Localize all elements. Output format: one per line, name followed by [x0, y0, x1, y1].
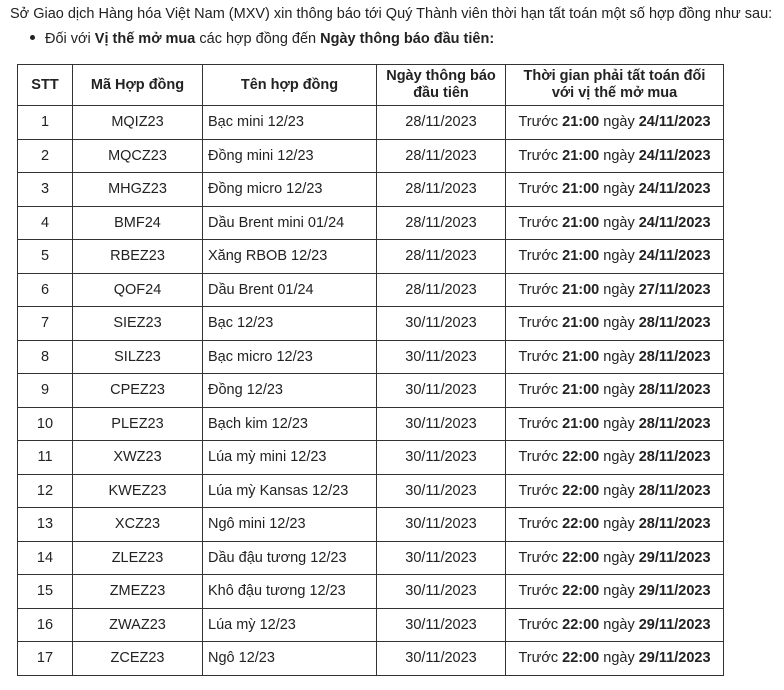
cell-stt: 7 — [18, 307, 73, 341]
header-contract-name: Tên hợp đồng — [203, 65, 377, 106]
deadline-date: 28/11/2023 — [638, 415, 711, 432]
table-row — [18, 441, 724, 475]
table-row — [18, 407, 724, 441]
deadline-date: 29/11/2023 — [638, 650, 711, 667]
cell-contract-name: Lúa mỳ Kansas 12/23 — [203, 474, 377, 508]
deadline-date: 29/11/2023 — [638, 583, 711, 600]
cell-contract-name: Dầu Brent 01/24 — [203, 273, 377, 307]
deadline-before-word: Trước — [518, 382, 559, 399]
deadline-before-word: Trước — [518, 114, 559, 131]
deadline-time: 22:00 — [562, 583, 600, 600]
cell-stt: 15 — [18, 575, 73, 609]
cell-first-notice-day: 30/11/2023 — [377, 642, 506, 676]
table-row — [18, 106, 724, 140]
cell-first-notice-day: 30/11/2023 — [377, 474, 506, 508]
deadline-day-word: ngày — [603, 583, 635, 600]
cell-contract-name: Khô đậu tương 12/23 — [203, 575, 377, 609]
cell-contract-code: ZLEZ23 — [73, 541, 203, 575]
cell-stt: 12 — [18, 474, 73, 508]
cell-contract-code: QOF24 — [73, 273, 203, 307]
deadline-before-word: Trước — [518, 248, 559, 265]
cell-contract-name: Dầu Brent mini 01/24 — [203, 206, 377, 240]
deadline-time: 22:00 — [562, 616, 600, 633]
cell-first-notice-day: 28/11/2023 — [377, 273, 506, 307]
cell-settlement-deadline — [506, 307, 724, 341]
cell-contract-code: PLEZ23 — [73, 407, 203, 441]
bullet-middle: các hợp đồng đến — [195, 31, 321, 47]
deadline-day-word: ngày — [603, 650, 635, 667]
deadline-day-word: ngày — [603, 482, 635, 499]
table-row — [18, 139, 724, 173]
cell-first-notice-day: 30/11/2023 — [377, 374, 506, 408]
table-row — [18, 340, 724, 374]
header-notice-line2: đầu tiên — [413, 85, 469, 101]
cell-contract-name: Lúa mỳ mini 12/23 — [203, 441, 377, 475]
cell-settlement-deadline — [506, 139, 724, 173]
cell-contract-code: XCZ23 — [73, 508, 203, 542]
cell-first-notice-day: 28/11/2023 — [377, 206, 506, 240]
deadline-time: 21:00 — [562, 281, 600, 298]
header-settlement-deadline — [506, 65, 724, 106]
table-row — [18, 642, 724, 676]
header-deadline-line1: Thời gian phải tất toán đối — [523, 68, 706, 84]
bullet-item — [30, 30, 494, 48]
deadline-date: 27/11/2023 — [638, 281, 711, 298]
cell-contract-code: XWZ23 — [73, 441, 203, 475]
cell-first-notice-day: 30/11/2023 — [377, 407, 506, 441]
cell-settlement-deadline — [506, 642, 724, 676]
cell-contract-name: Bạc mini 12/23 — [203, 106, 377, 140]
table-row — [18, 206, 724, 240]
cell-contract-code: MQIZ23 — [73, 106, 203, 140]
cell-contract-name: Bạc micro 12/23 — [203, 340, 377, 374]
deadline-day-word: ngày — [603, 147, 635, 164]
cell-stt: 9 — [18, 374, 73, 408]
table-header-row — [18, 65, 724, 106]
deadline-time: 21:00 — [562, 214, 600, 231]
cell-first-notice-day: 28/11/2023 — [377, 106, 506, 140]
deadline-before-word: Trước — [518, 482, 559, 499]
deadline-time: 21:00 — [562, 147, 600, 164]
bullet-bold-notice-day: Ngày thông báo đầu tiên: — [320, 31, 495, 47]
deadline-date: 28/11/2023 — [638, 449, 711, 466]
cell-settlement-deadline — [506, 541, 724, 575]
cell-stt: 13 — [18, 508, 73, 542]
cell-stt: 5 — [18, 240, 73, 274]
cell-contract-code: ZCEZ23 — [73, 642, 203, 676]
deadline-before-word: Trước — [518, 214, 559, 231]
deadline-date: 24/11/2023 — [638, 214, 711, 231]
cell-first-notice-day: 28/11/2023 — [377, 139, 506, 173]
deadline-day-word: ngày — [603, 348, 635, 365]
cell-settlement-deadline — [506, 374, 724, 408]
deadline-time: 21:00 — [562, 315, 600, 332]
deadline-time: 21:00 — [562, 382, 600, 399]
cell-stt: 14 — [18, 541, 73, 575]
cell-contract-code: SILZ23 — [73, 340, 203, 374]
table-row — [18, 541, 724, 575]
deadline-day-word: ngày — [603, 248, 635, 265]
cell-stt: 17 — [18, 642, 73, 676]
cell-stt: 8 — [18, 340, 73, 374]
deadline-date: 28/11/2023 — [638, 382, 711, 399]
table-row — [18, 474, 724, 508]
deadline-day-word: ngày — [603, 315, 635, 332]
deadline-day-word: ngày — [603, 549, 635, 566]
cell-contract-code: KWEZ23 — [73, 474, 203, 508]
cell-stt: 2 — [18, 139, 73, 173]
deadline-time: 22:00 — [562, 650, 600, 667]
cell-first-notice-day: 28/11/2023 — [377, 240, 506, 274]
cell-contract-code: MQCZ23 — [73, 139, 203, 173]
cell-stt: 16 — [18, 608, 73, 642]
deadline-date: 24/11/2023 — [638, 248, 711, 265]
cell-settlement-deadline — [506, 441, 724, 475]
deadline-time: 21:00 — [562, 181, 600, 198]
cell-settlement-deadline — [506, 273, 724, 307]
cell-first-notice-day: 30/11/2023 — [377, 608, 506, 642]
cell-contract-name: Dầu đậu tương 12/23 — [203, 541, 377, 575]
deadline-time: 21:00 — [562, 248, 600, 265]
cell-contract-name: Đồng 12/23 — [203, 374, 377, 408]
cell-stt: 6 — [18, 273, 73, 307]
deadline-day-word: ngày — [603, 281, 635, 298]
deadline-time: 22:00 — [562, 549, 600, 566]
cell-first-notice-day: 30/11/2023 — [377, 575, 506, 609]
cell-first-notice-day: 30/11/2023 — [377, 307, 506, 341]
deadline-date: 28/11/2023 — [638, 516, 711, 533]
deadline-day-word: ngày — [603, 114, 635, 131]
deadline-date: 24/11/2023 — [638, 114, 711, 131]
cell-first-notice-day: 28/11/2023 — [377, 173, 506, 207]
header-first-notice-day — [377, 65, 506, 106]
table-row — [18, 307, 724, 341]
cell-first-notice-day: 30/11/2023 — [377, 340, 506, 374]
deadline-before-word: Trước — [518, 315, 559, 332]
deadline-day-word: ngày — [603, 181, 635, 198]
deadline-date: 29/11/2023 — [638, 549, 711, 566]
cell-contract-code: ZWAZ23 — [73, 608, 203, 642]
deadline-time: 22:00 — [562, 449, 600, 466]
cell-contract-code: CPEZ23 — [73, 374, 203, 408]
cell-settlement-deadline — [506, 340, 724, 374]
cell-settlement-deadline — [506, 474, 724, 508]
cell-settlement-deadline — [506, 575, 724, 609]
cell-settlement-deadline — [506, 206, 724, 240]
table-row — [18, 240, 724, 274]
cell-stt: 3 — [18, 173, 73, 207]
deadline-day-word: ngày — [603, 616, 635, 633]
settlement-table — [17, 64, 724, 676]
cell-contract-code: ZMEZ23 — [73, 575, 203, 609]
cell-contract-code: BMF24 — [73, 206, 203, 240]
header-notice-line1: Ngày thông báo — [386, 68, 496, 84]
deadline-time: 21:00 — [562, 415, 600, 432]
cell-contract-name: Bạc 12/23 — [203, 307, 377, 341]
deadline-time: 22:00 — [562, 516, 600, 533]
deadline-day-word: ngày — [603, 449, 635, 466]
cell-stt: 11 — [18, 441, 73, 475]
deadline-date: 28/11/2023 — [638, 482, 711, 499]
bullet-bold-long-position: Vị thế mở mua — [94, 31, 196, 47]
cell-first-notice-day: 30/11/2023 — [377, 508, 506, 542]
cell-contract-name: Lúa mỳ 12/23 — [203, 608, 377, 642]
deadline-date: 28/11/2023 — [638, 315, 711, 332]
cell-contract-name: Ngô 12/23 — [203, 642, 377, 676]
cell-contract-name: Đồng micro 12/23 — [203, 173, 377, 207]
bullet-dot-icon — [30, 35, 35, 40]
deadline-time: 21:00 — [562, 348, 600, 365]
deadline-date: 24/11/2023 — [638, 147, 711, 164]
deadline-before-word: Trước — [518, 650, 559, 667]
deadline-day-word: ngày — [603, 516, 635, 533]
deadline-date: 24/11/2023 — [638, 181, 711, 198]
cell-contract-code: SIEZ23 — [73, 307, 203, 341]
deadline-day-word: ngày — [603, 415, 635, 432]
cell-settlement-deadline — [506, 240, 724, 274]
deadline-before-word: Trước — [518, 549, 559, 566]
cell-settlement-deadline — [506, 608, 724, 642]
cell-stt: 4 — [18, 206, 73, 240]
deadline-day-word: ngày — [603, 214, 635, 231]
deadline-before-word: Trước — [518, 415, 559, 432]
cell-stt: 1 — [18, 106, 73, 140]
cell-stt: 10 — [18, 407, 73, 441]
deadline-before-word: Trước — [518, 449, 559, 466]
cell-contract-code: RBEZ23 — [73, 240, 203, 274]
table-row — [18, 575, 724, 609]
deadline-before-word: Trước — [518, 281, 559, 298]
bullet-prefix: Đối với — [45, 31, 95, 47]
deadline-before-word: Trước — [518, 147, 559, 164]
cell-first-notice-day: 30/11/2023 — [377, 441, 506, 475]
cell-settlement-deadline — [506, 508, 724, 542]
deadline-time: 21:00 — [562, 114, 600, 131]
table-row — [18, 608, 724, 642]
intro-paragraph: Sở Giao dịch Hàng hóa Việt Nam (MXV) xin thông báo tới Quý Thành viên thời hạn tất toán một số hợp đồng như sau: — [10, 6, 773, 22]
cell-settlement-deadline — [506, 407, 724, 441]
header-stt: STT — [18, 65, 73, 106]
deadline-before-word: Trước — [518, 181, 559, 198]
deadline-time: 22:00 — [562, 482, 600, 499]
deadline-date: 29/11/2023 — [638, 616, 711, 633]
deadline-before-word: Trước — [518, 583, 559, 600]
cell-settlement-deadline — [506, 173, 724, 207]
cell-contract-name: Ngô mini 12/23 — [203, 508, 377, 542]
table-row — [18, 173, 724, 207]
cell-first-notice-day: 30/11/2023 — [377, 541, 506, 575]
cell-contract-name: Bạch kim 12/23 — [203, 407, 377, 441]
header-contract-code: Mã Hợp đồng — [73, 65, 203, 106]
table-row — [18, 374, 724, 408]
header-deadline-line2: với vị thế mở mua — [551, 85, 678, 101]
cell-contract-name: Đồng mini 12/23 — [203, 139, 377, 173]
cell-contract-name: Xăng RBOB 12/23 — [203, 240, 377, 274]
deadline-before-word: Trước — [518, 616, 559, 633]
table-row — [18, 508, 724, 542]
deadline-before-word: Trước — [518, 516, 559, 533]
deadline-day-word: ngày — [603, 382, 635, 399]
deadline-before-word: Trước — [518, 348, 559, 365]
cell-contract-code: MHGZ23 — [73, 173, 203, 207]
table-row — [18, 273, 724, 307]
cell-settlement-deadline — [506, 106, 724, 140]
deadline-date: 28/11/2023 — [638, 348, 711, 365]
